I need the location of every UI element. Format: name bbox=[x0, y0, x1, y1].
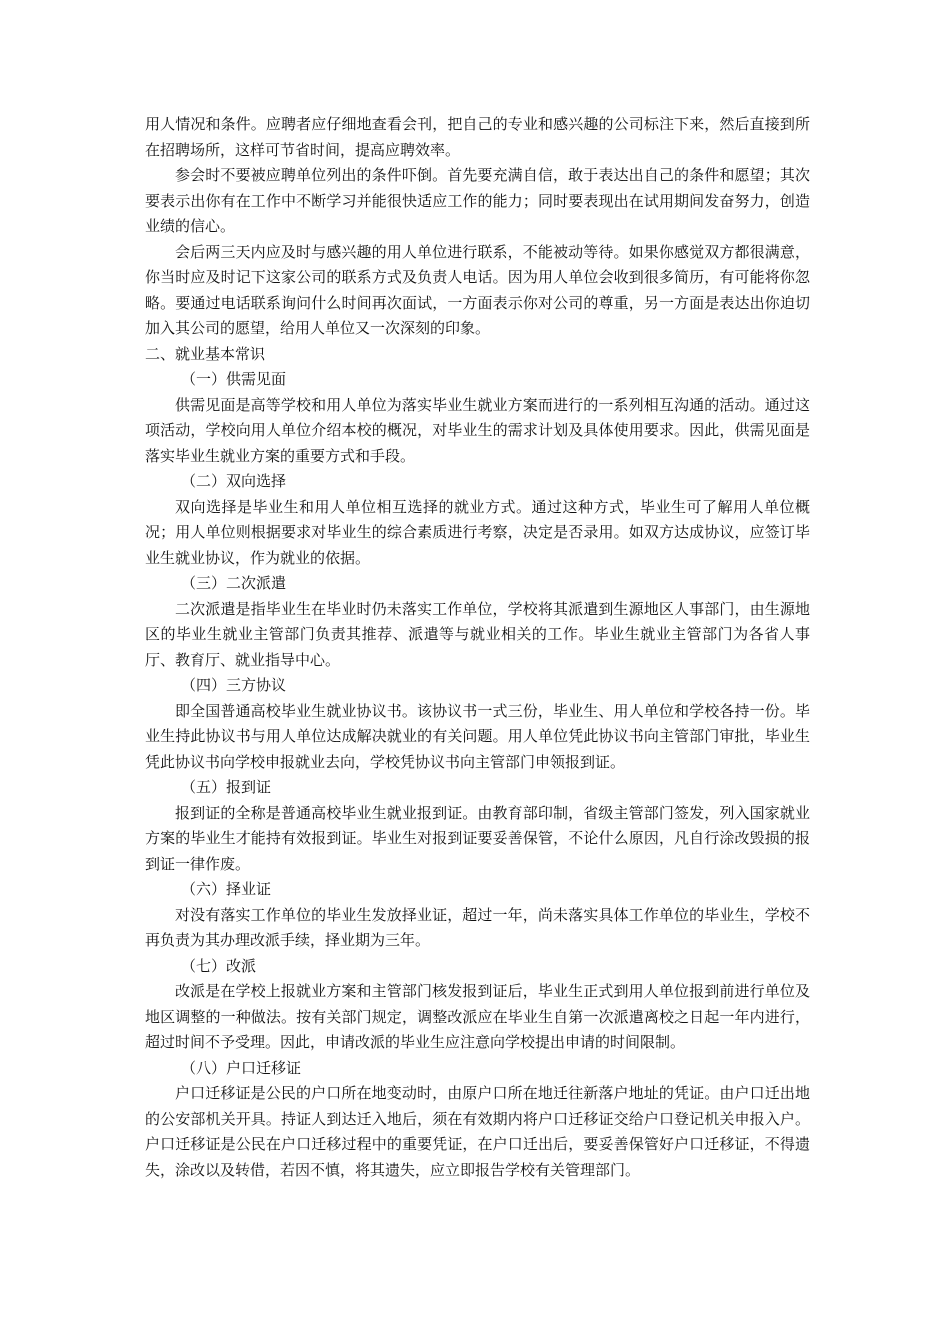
subsection-body: 双向选择是毕业生和用人单位相互选择的就业方式。通过这种方式，毕业生可了解用人单位概况；用人单位则根据要求对毕业生的综合素质进行考察，决定是否录用。如双方达成协议，应签订毕业生就业协议，作为就业的依据。 bbox=[145, 497, 810, 567]
paragraph-after-meeting: 会后两三天内应及时与感兴趣的用人单位进行联系，不能被动等待。如果你感觉双方都很满意，你当时应及时记下这家公司的联系方式及负责人电话。因为用人单位会收到很多简历，有可能将你忽略。要通过电话联系询问什么时间再次面试，一方面表示你对公司的尊重，另一方面是表达出你迫切加入其公司的愿望，给用人单位又一次深刻的印象。 bbox=[145, 242, 810, 337]
subsection-body: 即全国普通高校毕业生就业协议书。该协议书一式三份，毕业生、用人单位和学校各持一份。毕业生持此协议书与用人单位达成解决就业的有关问题。用人单位凭此协议书向主管部门审批，毕业生凭此协议书向学校申报就业去向，学校凭协议书向主管部门申领报到证。 bbox=[145, 701, 810, 771]
subsection-body: 供需见面是高等学校和用人单位为落实毕业生就业方案而进行的一系列相互沟通的活动。通过这项活动，学校向用人单位介绍本校的概况，对毕业生的需求计划及具体使用要求。因此，供需见面是落实毕业生就业方案的重要方式和手段。 bbox=[145, 395, 810, 465]
subsection-heading: （三）二次派遣 bbox=[181, 574, 287, 592]
subsection-heading: （八）户口迁移证 bbox=[181, 1058, 302, 1077]
subsection-body: 对没有落实工作单位的毕业生发放择业证，超过一年，尚未落实具体工作单位的毕业生，学校不再负责为其办理改派手续，择业期为三年。 bbox=[145, 905, 810, 949]
subsection-heading: （七）改派 bbox=[181, 956, 257, 975]
subsection-body: 改派是在学校上报就业方案和主管部门核发报到证后，毕业生正式到用人单位报到前进行单位及地区调整的一种做法。按有关部门规定，调整改派应在毕业生自第一次派遣离校之日起一年内进行，超过时间不予受理。因此，申请改派的毕业生应注意向学校提出申请的时间限制。 bbox=[145, 982, 810, 1051]
subsection-body: 户口迁移证是公民的户口所在地变动时，由原户口所在地迁往新落户地址的凭证。由户口迁出地的公安部机关开具。持证人到达迁入地后，须在有效期内将户口迁移证交给户口登记机关申报入户。户口迁移证是公民在户口迁移过程中的重要凭证，在户口迁出后，要妥善保管好户口迁移证，不得遗失，涂改以及转借，若因不慎，将其遗失，应立即报告学校有关管理部门。 bbox=[145, 1084, 810, 1179]
paragraph-intro: 用人情况和条件。应聘者应仔细地查看会刊，把自己的专业和感兴趣的公司标注下来，然后直接到所在招聘场所，这样可节省时间，提高应聘效率。 bbox=[145, 115, 810, 159]
section-heading: 二、就业基本常识 bbox=[145, 344, 266, 363]
subsection-body: 二次派遣是指毕业生在毕业时仍未落实工作单位，学校将其派遣到生源地区人事部门，由生源地区的毕业生就业主管部门负责其推荐、派遣等与就业相关的工作。毕业生就业主管部门为各省人事厅、教育厅、就业指导中心。 bbox=[145, 599, 810, 669]
subsection-heading: （四）三方协议 bbox=[181, 676, 287, 694]
paragraph-meeting: 参会时不要被应聘单位列出的条件吓倒。首先要充满自信，敢于表达出自己的条件和愿望；其次要表示出你有在工作中不断学习并能很快适应工作的能力；同时要表现出在试用期间发奋努力，创造业绩的信心。 bbox=[145, 166, 810, 235]
subsection-body: 报到证的全称是普通高校毕业生就业报到证。由教育部印制，省级主管部门签发，列入国家就业方案的毕业生才能持有效报到证。毕业生对报到证要妥善保管，不论什么原因，凡自行涂改毁损的报到证一律作废。 bbox=[145, 803, 810, 873]
subsection-heading: （二）双向选择 bbox=[181, 472, 287, 490]
subsection-heading: （六）择业证 bbox=[181, 880, 272, 898]
subsection-heading: （五）报到证 bbox=[181, 778, 272, 796]
document-page bbox=[145, 112, 810, 1183]
subsection-heading: （一）供需见面 bbox=[181, 370, 287, 388]
